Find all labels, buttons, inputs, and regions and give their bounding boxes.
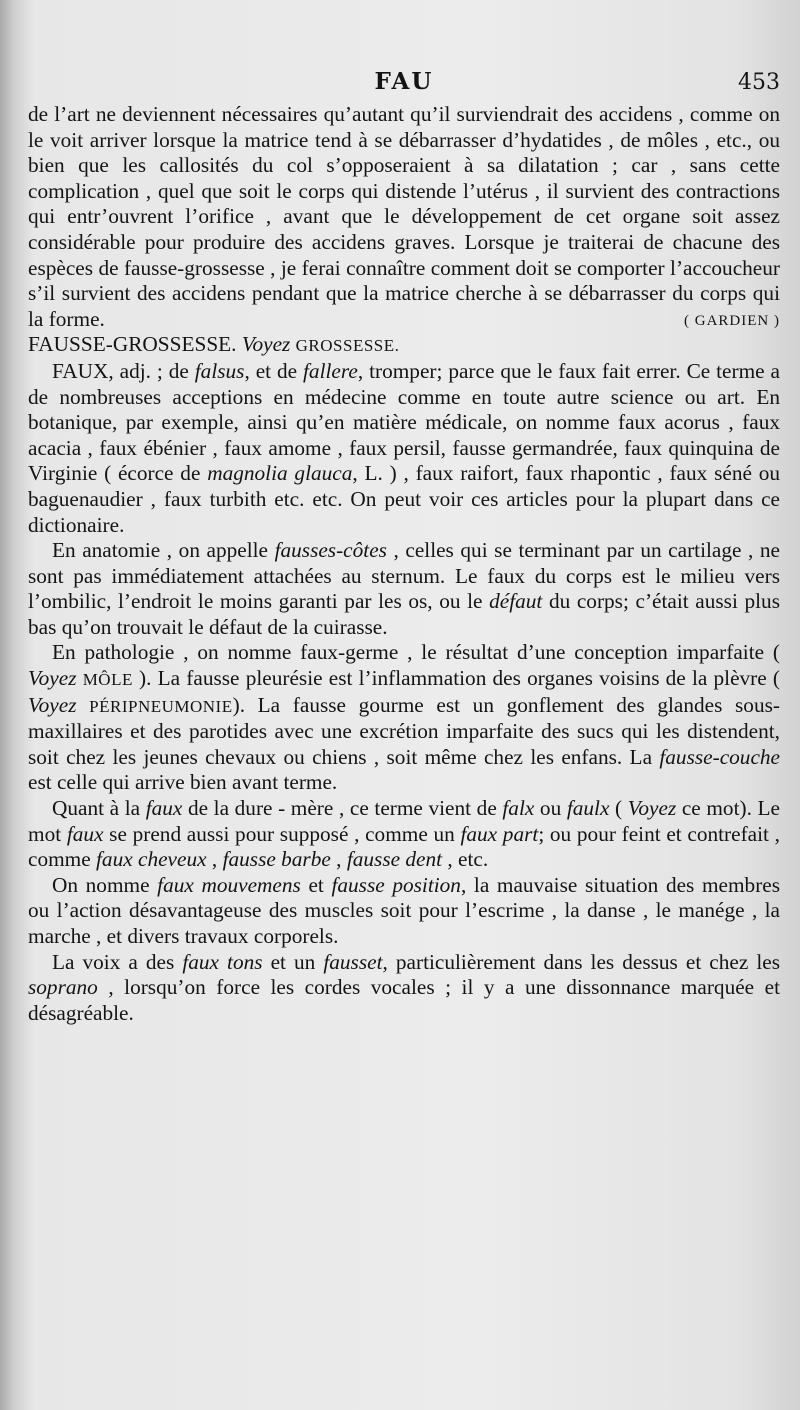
italic-run: fausse-couche: [659, 744, 780, 769]
text-run: , particulièrement dans les dessus et chez les: [382, 949, 781, 974]
italic-run: faulx: [566, 796, 610, 821]
cross-reference-target: GROSSESSE.: [295, 336, 400, 356]
text-run: ,: [206, 847, 223, 872]
italic-run: falx: [502, 796, 535, 821]
page-number: 453: [738, 70, 780, 95]
text-run: En pathologie , on nomme faux-germe , le résultat d’une conception imparfaite (: [52, 640, 780, 665]
italic-run: fausse position: [331, 872, 461, 897]
italic-run: fallere: [303, 358, 358, 383]
article-text: [28, 102, 780, 1026]
text-run: Quant à la: [52, 796, 146, 821]
text-run: du corps; c’était aussi plus bas qu’on trouvait le défaut de la cuirasse.: [28, 589, 780, 639]
italic-run: fausse barbe: [222, 847, 331, 872]
italic-run: Voyez: [28, 666, 77, 691]
italic-run: fausse dent: [346, 847, 443, 872]
text-run: et: [300, 872, 332, 897]
text-run: ). La fausse pleurésie est l’inflammation des organes voisins de la plèvre (: [132, 666, 780, 691]
entry-fausse-grossesse: [28, 332, 780, 359]
italic-run: fausses-côtes: [274, 538, 387, 563]
text-run: , tromper; parce que le faux fait errer. Ce terme a de nombreuses acceptions en médecine comme en toute autre science ou art. En botanique, par exemple, ainsi qu’en matière médicale, on nomme faux acorus , faux acacia , faux ébénier , faux amome , faux persil, fausse germandrée, faux quinquina de Virginie ( écorce de: [28, 358, 780, 486]
text-run: ; ou pour feint et contrefait , comme: [28, 821, 780, 872]
paragraph-voix: [28, 950, 780, 1027]
italic-run: Voyez: [627, 796, 677, 821]
paragraph-dure-mere: [28, 796, 780, 873]
paragraph-pathologie: [28, 640, 780, 796]
small-caps-run: PÉRIPNEUMONIE: [89, 696, 233, 716]
text-run: , etc.: [442, 847, 489, 872]
text-run: ). La fausse gourme est un gonflement des glandes sous-maxillaires et des parotides avec une excrétion imparfaite des sucs qui les distendent, soit chez les jeunes chevaux ou chiens , soit même chez les enfans. La: [28, 692, 780, 769]
text-run: En anatomie , on appelle: [52, 538, 275, 563]
author-signature: ( GARDIEN ): [684, 312, 780, 329]
paragraph-text: de l’art ne deviennent nécessaires qu’autant qu’il surviendrait des accidens , comme on le voit arriver lorsque la matrice tend à se débarrasser d’hydatides , de môles , etc., ou bien que les callosités du col s’opposeraient à sa dilatation ; car , sans cette complication , quel que soit le corps qui distende l’utérus , il survient des contractions qui entr’ouvrent l’orifice , avant que le développement de cet organe soit assez considérable pour produire des accidens graves. Lorsque je traiterai de chacune des espèces de fausse-grossesse , je ferai connaître comment doit se comporter l’accoucheur s’il survient des accidens pendant que la matrice cherche à se débarrasser du corps qui la forme.: [28, 102, 780, 331]
text-run: ce mot). Le mot: [28, 796, 780, 846]
text-run: est celle qui arrive bien avant terme.: [28, 770, 338, 795]
page-header: [28, 68, 780, 98]
text-run: , la mauvaise situation des membres ou l’action désavantageuse des muscles soit pour l’escrime , la danse , le manége , la marche , et divers travaux corporels.: [28, 872, 781, 948]
paragraph-anatomie: [28, 538, 780, 640]
entry-faux: [28, 359, 780, 538]
italic-run: fausset: [323, 949, 383, 974]
entry-headword: FAUX: [52, 358, 109, 383]
italic-run: faux cheveux: [96, 847, 207, 872]
cross-reference-voyez: Voyez: [241, 332, 291, 357]
text-run: , et de: [244, 358, 304, 383]
italic-run: faux tons: [182, 949, 263, 974]
italic-run: faux: [66, 821, 104, 846]
text-run: ou: [534, 796, 567, 821]
small-caps-run: MÔLE: [82, 670, 133, 690]
entry-headword: FAUSSE-GROSSESSE.: [28, 332, 237, 357]
paragraph-mouvemens: [28, 873, 780, 950]
text-run: , celles qui se terminant par un cartilage , ne sont pas immédiatement attachées au sternum. Le faux du corps est le milieu vers l’ombilic, l’endroit le moins garanti par les os, ou le: [28, 538, 780, 614]
italic-run: soprano: [28, 975, 98, 1000]
italic-run: Voyez: [28, 692, 77, 717]
italic-run: faux mouvemens: [157, 872, 301, 897]
text-run: (: [609, 796, 628, 821]
running-head: FAU: [374, 68, 434, 95]
text-run: On nomme: [52, 872, 158, 897]
italic-run: faux part: [460, 821, 539, 846]
text-run: de la dure - mère , ce terme vient de: [182, 796, 503, 821]
paragraph-fausse-grossesse-end: [28, 102, 780, 332]
text-run: , lorsqu’on force les cordes vocales ; il y a une dissonnance marquée et désagréable.: [28, 975, 780, 1025]
italic-run: magnolia glauca: [207, 461, 353, 486]
italic-run: falsus: [194, 358, 245, 383]
text-run: et un: [262, 949, 324, 974]
italic-run: faux: [145, 796, 183, 821]
text-run: , L. ) , faux raifort, faux rhapontic , faux séné ou baguenaudier , faux turbith etc. etc. On peut voir ces articles pour la plupart dans ce dictionaire.: [28, 461, 780, 537]
italic-run: défaut: [489, 589, 543, 614]
text-run: ,: [330, 847, 347, 872]
text-run: se prend aussi pour supposé , comme un: [103, 821, 461, 846]
text-run: , adj. ; de: [108, 358, 195, 383]
text-run: La voix a des: [52, 949, 183, 974]
